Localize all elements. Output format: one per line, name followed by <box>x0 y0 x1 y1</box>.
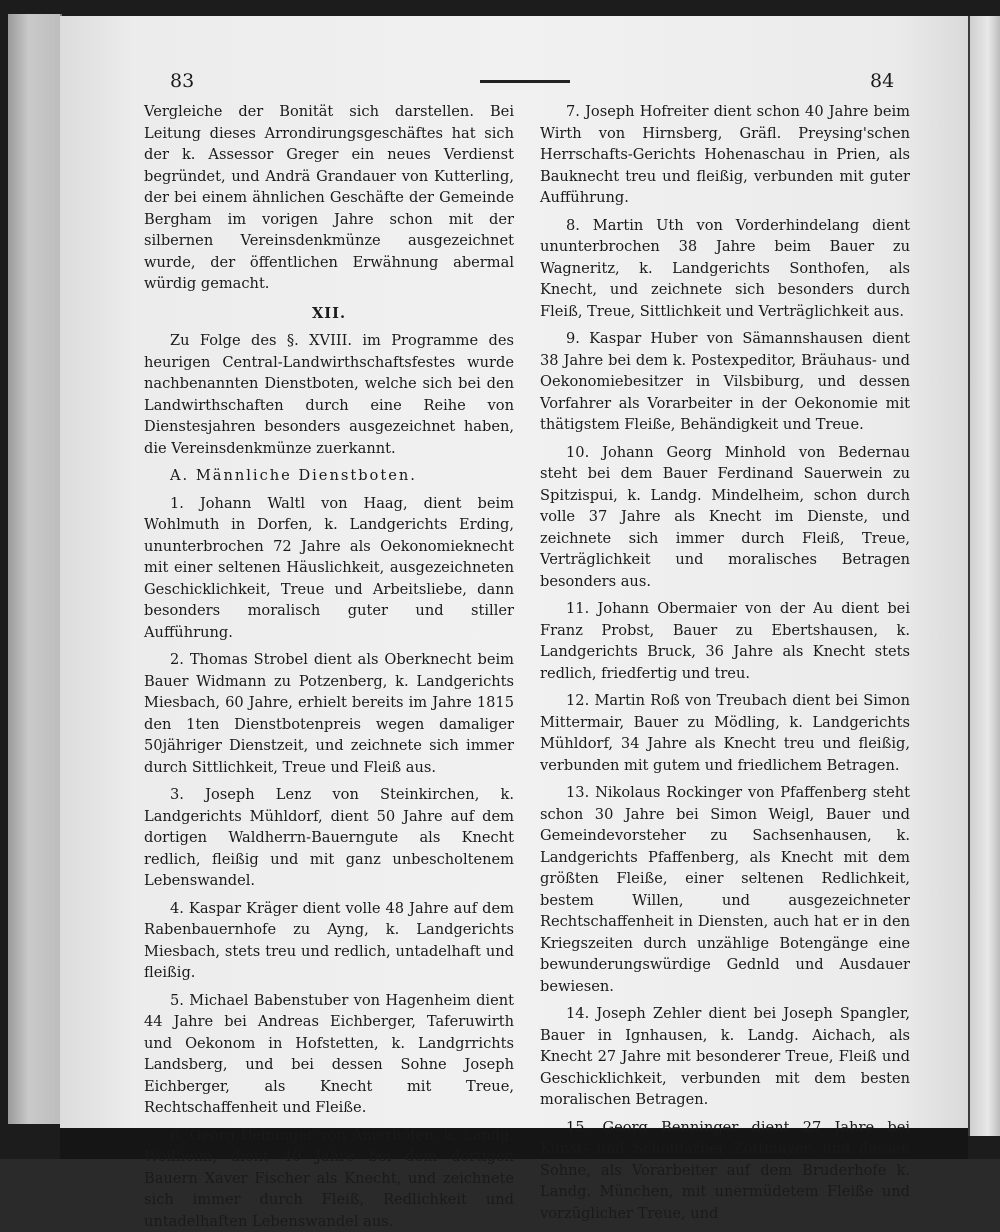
entry-8: 8. Martin Uth von Vorderhindelang dient ununterbrochen 38 Jahre beim Bauer zu Wagneritz, k. Landgerichts Sonthofen, als Knecht, und zeichnete sich besonders durch Fleiß, Treue, Sittlichkeit und Verträglichkeit aus. <box>540 215 910 323</box>
book-spine <box>8 14 62 1124</box>
entry-5: 5. Michael Babenstuber von Hagenheim dient 44 Jahre bei Andreas Eichberger, Taferuwirth und Oekonom in Hofstetten, k. Landgrrichts Landsberg, und bei dessen Sohne Joseph Eichberger, als Knecht mit Treue, Rechtschaffenheit und Fleiße. <box>144 990 514 1119</box>
page-number-right: 84 <box>870 70 894 92</box>
entry-12: 12. Martin Roß von Treubach dient bei Simon Mittermair, Bauer zu Mödling, k. Landgerichts Mühldorf, 34 Jahre als Knecht treu und fleißig, verbunden mit gutem und friedlichem Betragen. <box>540 690 910 776</box>
entry-15: 15. Georg Benninger dient 27 Jahre bei Kunst- und Schönfärber Zottmayer, und dessen Sohne, als Vorarbeiter auf dem Bruderhofe k. Landg. München, mit unermüdetem Fleiße und vorzüglicher Treue, und <box>540 1117 910 1225</box>
entry-7: 7. Joseph Hofreiter dient schon 40 Jahre beim Wirth von Hirnsberg, Gräfl. Preysing'schen Herrschafts-Gerichts Hohenaschau in Prien, als Bauknecht treu und fleißig, verbunden mit guter Aufführung. <box>540 101 910 209</box>
entry-9: 9. Kaspar Huber von Sämannshausen dient 38 Jahre bei dem k. Postexpeditor, Bräuhaus- und Oekonomiebesitzer in Vilsbiburg, und dessen Vorfahrer als Vorarbeiter in der Oekonomie mit thätigstem Fleiße, Behändigkeit und Treue. <box>540 328 910 436</box>
section-heading: XII. <box>144 303 514 325</box>
right-column <box>540 101 910 1224</box>
entry-3: 3. Joseph Lenz von Steinkirchen, k. Landgerichts Mühldorf, dient 50 Jahre auf dem dortigen Waldherrn-Bauerngute als Knecht redlich, fleißig und mit ganz unbescholtenem Lebenswandel. <box>144 784 514 892</box>
entry-1: 1. Johann Waltl von Haag, dient beim Wohlmuth in Dorfen, k. Landgerichts Erding, ununterbrochen 72 Jahre als Oekonomieknecht mit einer seltenen Häuslichkeit, ausgezeichneten Geschicklichkeit, Treue und Arbeitsliebe, dann besonders moralisch guter und stiller Aufführung. <box>144 493 514 644</box>
page-number-left: 83 <box>170 70 194 92</box>
entry-6: 6. Georg Deininger von Amerhöfen, k. Landg. Weilheim, dient 40 Jahre bei dem dortigen Bauern Xaver Fischer als Knecht, und zeichnete sich immer durch Fleiß, Redlichkeit und untadelhaften Lebenswandel aus. <box>144 1125 514 1232</box>
entry-4: 4. Kaspar Kräger dient volle 48 Jahre auf dem Rabenbauernhofe zu Ayng, k. Landgerichts Miesbach, stets treu und redlich, untadelhaft und fleißig. <box>144 898 514 984</box>
entry-11: 11. Johann Obermaier von der Au dient bei Franz Probst, Bauer zu Ebertshausen, k. Landgerichts Bruck, 36 Jahre als Knecht stets redlich, friedfertig und treu. <box>540 598 910 684</box>
left-column <box>144 101 514 1232</box>
next-page-edge <box>968 16 1000 1136</box>
header-rule <box>480 80 570 83</box>
entry-10: 10. Johann Georg Minhold von Bedernau steht bei dem Bauer Ferdinand Sauerwein zu Spitzispui, k. Landg. Mindelheim, schon durch volle 37 Jahre als Knecht im Dienste, und zeichnete sich immer durch Fleiß, Treue, Verträglichkeit und moralisches Betragen besonders aus. <box>540 442 910 593</box>
paragraph-arrondirung: Vergleiche der Bonität sich darstellen. Bei Leitung dieses Arrondirungsgeschäftes hat sich der k. Assessor Greger ein neues Verdienst begründet, und Andrä Grandauer von Kutterling, der bei einem ähnlichen Geschäfte der Gemeinde Bergham im vorigen Jahre schon mit der silbernen Vereinsdenkmünze ausgezeichnet wurde, der öffentlichen Erwähnung abermal würdig gemacht. <box>144 101 514 295</box>
paragraph-intro: Zu Folge des §. XVIII. im Programme des heurigen Central-Landwirthschaftsfestes wurde nachbenannten Dienstboten, welche sich bei den Landwirthschaften durch eine Reihe von Dienstesjahren besonders ausgezeichnet haben, die Vereinsdenkmünze zuerkannt. <box>144 330 514 459</box>
entry-14: 14. Joseph Zehler dient bei Joseph Spangler, Bauer in Ignhausen, k. Landg. Aichach, als Knecht 27 Jahre mit besonderer Treue, Fleiß und Geschicklichkeit, verbunden mit dem besten moralischen Betragen. <box>540 1003 910 1111</box>
entry-2: 2. Thomas Strobel dient als Oberknecht beim Bauer Widmann zu Potzenberg, k. Landgerichts Miesbach, 60 Jahre, erhielt bereits im Jahre 1815 den 1ten Dienstbotenpreis wegen damaliger 50jähriger Dienstzeit, und zeichnete sich immer durch Sittlichkeit, Treue und Fleiß aus. <box>144 649 514 778</box>
subheading-maennliche: A. Männliche Dienstboten. <box>144 465 514 487</box>
entry-13: 13. Nikolaus Rockinger von Pfaffenberg steht schon 30 Jahre bei Simon Weigl, Bauer und Gemeindevorsteher zu Sachsenhausen, k. Landgerichts Pfaffenberg, als Knecht mit dem größten Fleiße, einer seltenen Redlichkeit, bestem Willen, und ausgezeichneter Rechtschaffenheit in Diensten, auch hat er in den Kriegszeiten durch unzählige Botengänge eine bewunderungswürdige Gednld und Ausdauer bewiesen. <box>540 782 910 997</box>
